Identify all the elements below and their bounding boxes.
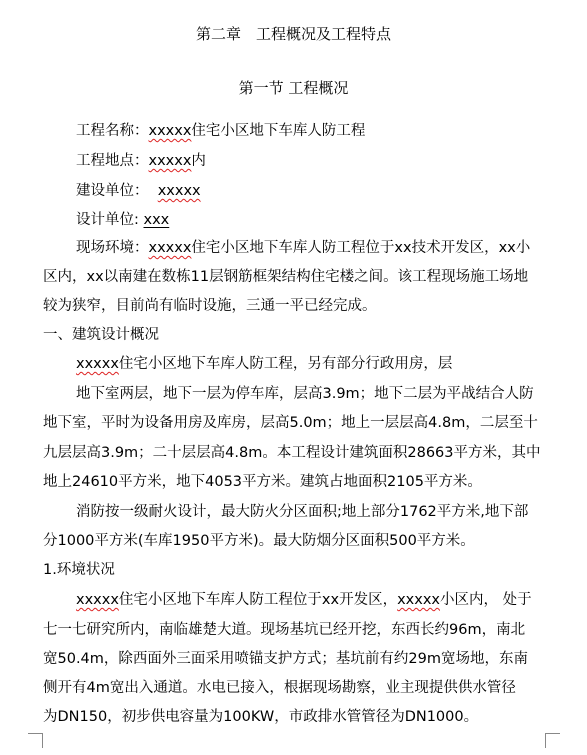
builder-value: xxxxx [157, 183, 201, 199]
env-line-1 [76, 590, 532, 610]
project-name-placeholder: xxxxx [148, 123, 192, 139]
project-location-value: 内 [191, 153, 206, 169]
env-line-5: 为DN150，初步供电容量为100KW，市政排水管管径为DN1000。 [43, 709, 479, 725]
designer-line [76, 210, 169, 230]
arch-p1 [76, 354, 452, 374]
env-placeholder-1: xxxxx [76, 592, 119, 608]
arch-p3-line-2: 分1000平方米(车库1950平方米)。最大防烟分区面积500平方米。 [43, 533, 475, 549]
arch-p2-line-1: 地下室两层，地下一层为停车库，层高3.9m；地下二层为平战结合人防 [76, 386, 534, 402]
arch-p1-placeholder: xxxxx [76, 356, 119, 372]
project-name-label: 工程名称： [76, 123, 149, 139]
site-env-label: 现场环境： [76, 240, 149, 256]
arch-heading: 一、建筑设计概况 [43, 327, 159, 343]
project-location-label: 工程地点： [76, 153, 149, 169]
section-title: 第一节 工程概况 [238, 79, 349, 97]
arch-p1-text: 住宅小区地下车库人防工程，另有部分行政用房，层 [118, 356, 453, 372]
designer-label: 设计单位: [76, 212, 144, 228]
crop-mark-right [545, 733, 560, 748]
project-name-value: 住宅小区地下车库人防工程 [191, 123, 366, 139]
project-location-placeholder: xxxxx [148, 153, 192, 169]
env-heading: 1.环境状况 [43, 562, 115, 578]
builder-label: 建设单位： [76, 183, 149, 199]
env-line-2: 七一七研究所内，南临雄楚大道。现场基坑已经开挖，东西长约96m，南北 [43, 622, 526, 638]
env-line-4: 侧开有4m宽出入通道。水电已接入，根据现场勘察，业主现提供供水管径 [43, 680, 516, 696]
site-env-text: 住宅小区地下车库人防工程位于xx技术开发区，xx小 [191, 240, 531, 256]
arch-p2-line-4: 地上24610平方米，地下4053平方米。建筑占地面积2105平方米。 [43, 474, 482, 490]
project-name-line [76, 121, 365, 141]
arch-p2-line-3: 九层层高3.9m；二十层层高4.8m。本工程设计建筑面积28663平方米，其中 [43, 445, 541, 461]
env-placeholder-2: xxxxx [397, 592, 440, 608]
site-env-line-3: 较为狭窄，目前尚有临时设施，三通一平已经完成。 [43, 298, 377, 314]
arch-p2-line-2: 地下室，平时为设备用房及库房，层高5.0m；地上一层层高4.8m，二层至十 [43, 415, 538, 431]
env-line-3: 宽50.4m，除西面外三面采用喷锚支护方式；基坑前有约29m宽场地，东南 [43, 651, 528, 667]
site-env-line-2: 区内，xx以南建在数栋11层钢筋框架结构住宅楼之间。该工程现场施工场地 [43, 269, 529, 285]
crop-mark-left [28, 733, 43, 748]
site-env-line-1 [76, 238, 530, 258]
project-location-line [76, 151, 206, 171]
site-env-placeholder: xxxxx [148, 240, 192, 256]
chapter-title: 第二章 工程概况及工程特点 [195, 25, 391, 43]
env-text-1: 住宅小区地下车库人防工程位于xx开发区， [118, 592, 398, 608]
designer-value: xxx [143, 212, 170, 228]
env-text-2: 小区内， 处于 [439, 592, 532, 608]
builder-line [76, 181, 201, 201]
arch-p3-line-1: 消防按一级耐火设计，最大防火分区面积;地上部分1762平方米,地下部 [76, 504, 529, 520]
